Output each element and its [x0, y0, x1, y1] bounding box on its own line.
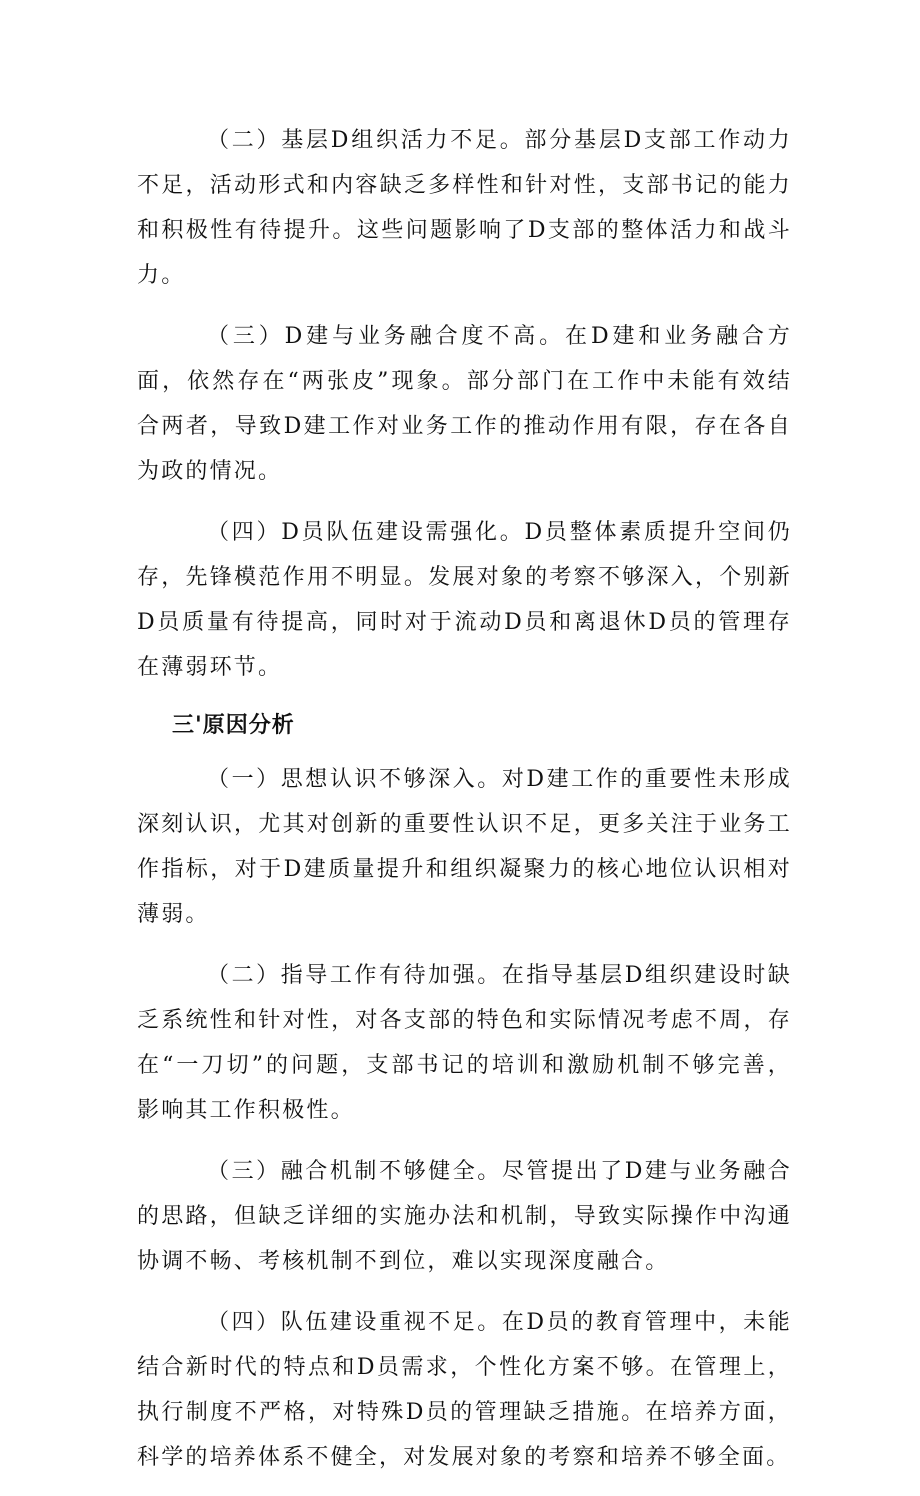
paragraph-ideological-awareness: （一）思想认识不够深入。对D建工作的重要性未形成深刻认识，尤其对创新的重要性认识不足，更多关注于业务工作指标，对于D建质量提升和组织凝聚力的核心地位认识相对薄弱。 — [137, 767, 792, 927]
paragraph-guidance-work: （二）指导工作有待加强。在指导基层D组织建设时缺乏系统性和针对性，对各支部的特色和实际情况考虑不周，存在“一刀切”的问题，支部书记的培训和激励机制不够完善，影响其工作积极性。 — [137, 963, 792, 1123]
paragraph-basic-organization-vitality: （二）基层D组织活力不足。部分基层D支部工作动力不足，活动形式和内容缺乏多样性和针对性，支部书记的能力和积极性有待提升。这些问题影响了D支部的整体活力和战斗力。 — [137, 128, 792, 288]
document-page — [137, 118, 792, 1496]
paragraph-integration-mechanism: （三）融合机制不够健全。尽管提出了D建与业务融合的思路，但缺乏详细的实施办法和机制，导致实际操作中沟通协调不畅、考核机制不到位，难以实现深度融合。 — [137, 1159, 792, 1274]
paragraph-team-building-attention: （四）队伍建设重视不足。在D员的教育管理中，未能结合新时代的特点和D员需求，个性化方案不够。在管理上，执行制度不严格，对特殊D员的管理缺乏措施。在培养方面，科学的培养体系不健全，对发展对象的考察和培养不够全面。 — [137, 1310, 792, 1470]
section-heading-cause-analysis: 三'原因分析 — [172, 713, 295, 738]
paragraph-integration-degree: （三）D建与业务融合度不高。在D建和业务融合方面，依然存在“两张皮”现象。部分部门在工作中未能有效结合两者，导致D建工作对业务工作的推动作用有限，存在各自为政的情况。 — [137, 324, 792, 484]
paragraph-member-team-building: （四）D员队伍建设需强化。D员整体素质提升空间仍存，先锋模范作用不明显。发展对象的考察不够深入，个别新D员质量有待提高，同时对于流动D员和离退休D员的管理存在薄弱环节。 — [137, 520, 792, 680]
